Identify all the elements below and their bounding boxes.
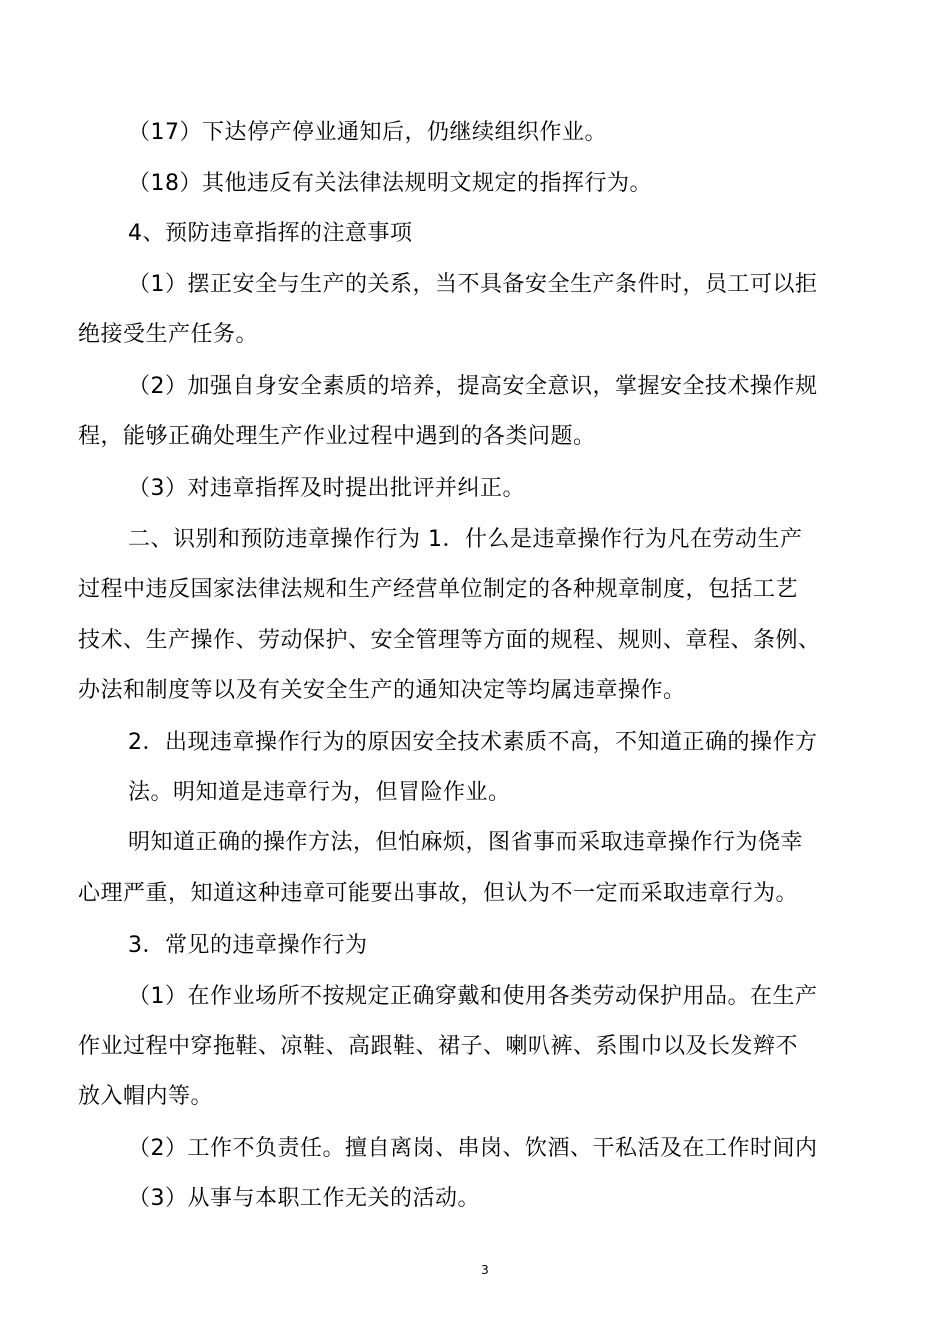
- paragraph-line: 过程中违反国家法律法规和生产经营单位制定的各种规章制度，包括工艺: [78, 577, 799, 602]
- section-heading: 3．常见的违章操作行为: [128, 933, 368, 958]
- section-heading: 4、预防违章指挥的注意事项: [128, 221, 413, 246]
- paragraph-line: （2）工作不负责任。擅自离岗、串岗、饮酒、干私活及在工作时间内: [128, 1136, 818, 1161]
- paragraph-line: 技术、生产操作、劳动保护、安全管理等方面的规程、规则、章程、条例、: [78, 628, 821, 653]
- paragraph-line: 办法和制度等以及有关安全生产的通知决定等均属违章操作。: [78, 678, 686, 703]
- paragraph-line: （18）其他违反有关法律法规明文规定的指挥行为。: [128, 171, 652, 196]
- paragraph-line: 程，能够正确处理生产作业过程中遇到的各类问题。: [78, 424, 596, 449]
- paragraph-line: 明知道正确的操作方法，但怕麻烦，图省事而采取违章操作行为侥幸: [128, 830, 804, 855]
- paragraph-line: 2．出现违章操作行为的原因安全技术素质不高，不知道正确的操作方: [128, 730, 818, 755]
- paragraph-line: （1）在作业场所不按规定正确穿戴和使用各类劳动保护用品。在生产: [128, 984, 818, 1009]
- paragraph-line: 作业过程中穿拖鞋、凉鞋、高跟鞋、裙子、喇叭裤、系围巾以及长发辫不: [78, 1034, 799, 1059]
- paragraph-line: （3）从事与本职工作无关的活动。: [128, 1186, 480, 1211]
- paragraph-line: （3）对违章指挥及时提出批评并纠正。: [128, 476, 525, 501]
- page-number: 3: [481, 1263, 489, 1277]
- section-heading: 二、识别和预防违章操作行为 1．什么是违章操作行为凡在劳动生产: [128, 527, 803, 552]
- paragraph-line: （1）摆正安全与生产的关系，当不具备安全生产条件时，员工可以拒: [128, 272, 818, 297]
- paragraph-line: 法。明知道是违章行为，但冒险作业。: [128, 780, 511, 805]
- paragraph-line: 绝接受生产任务。: [78, 322, 259, 347]
- paragraph-line: （17）下达停产停业通知后，仍继续组织作业。: [128, 120, 607, 145]
- paragraph-line: 心理严重，知道这种违章可能要出事故，但认为不一定而采取违章行为。: [78, 881, 799, 906]
- paragraph-line: （2）加强自身安全素质的培养，提高安全意识，掌握安全技术操作规: [128, 374, 818, 399]
- paragraph-line: 放入帽内等。: [78, 1084, 214, 1109]
